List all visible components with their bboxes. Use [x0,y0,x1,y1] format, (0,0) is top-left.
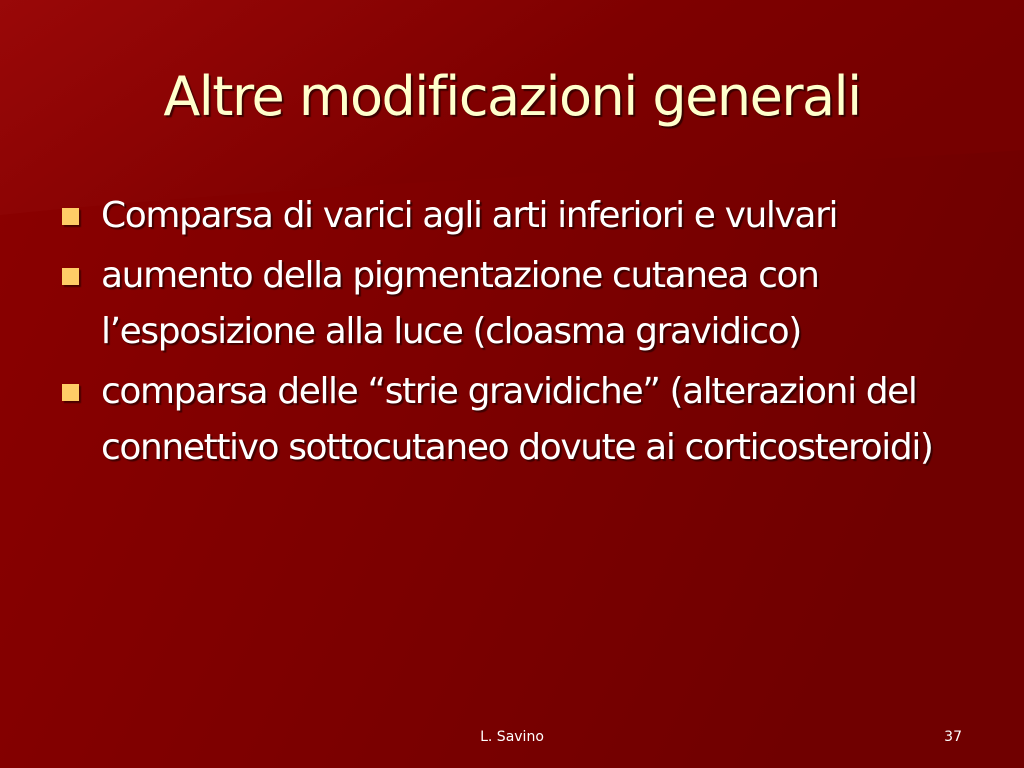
square-bullet-icon [62,208,79,225]
bullet-text: comparsa delle “strie gravidiche” (alterazioni del connettivo sottocutaneo dovute ai corticosteroidi) [101,371,933,468]
bullet-text: Comparsa di varici agli arti inferiori e vulvari [101,195,838,236]
footer-page-number: 37 [944,729,962,745]
bullet-item [62,364,967,476]
square-bullet-icon [62,268,79,285]
bullet-item [62,188,967,244]
footer-author: L. Savino [480,729,544,745]
bullet-item [62,248,967,360]
slide-title: Altre modificazioni generali [163,65,861,128]
bullet-text: aumento della pigmentazione cutanea con l’esposizione alla luce (cloasma gravidico) [101,255,819,352]
bullet-list [62,188,967,480]
square-bullet-icon [62,384,79,401]
